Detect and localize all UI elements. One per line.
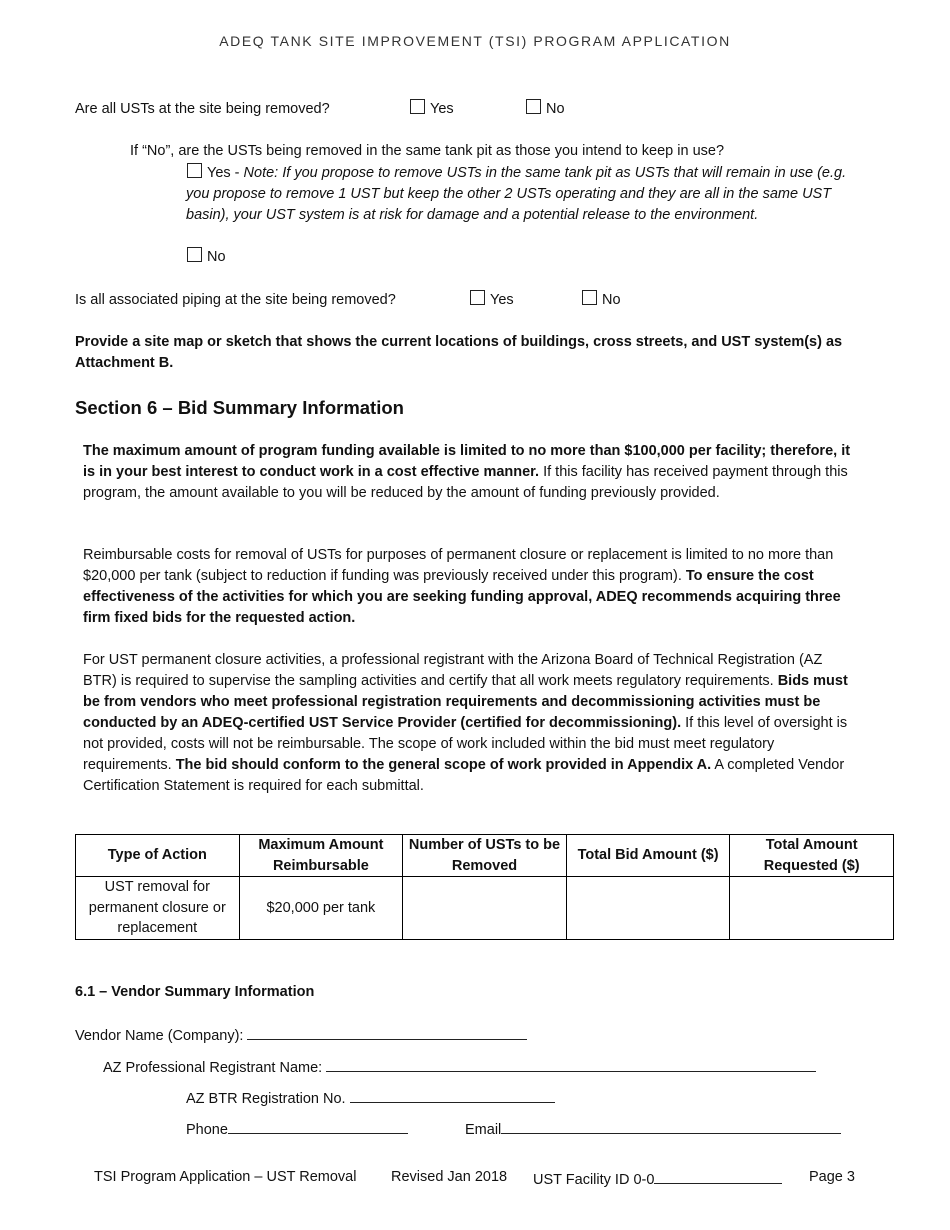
closure-text-a: For UST permanent closure activities, a professional registrant with the Arizona Board of Technical Registration (AZ BTR) is required to supervise the sampling activities and certify that all work meets regulatory requirements. — [83, 652, 823, 689]
header-number-of-usts: Number of USTs to be Removed — [403, 835, 567, 877]
note-separator: - — [230, 165, 244, 181]
funding-paragraph — [83, 441, 853, 504]
piping-no-label: No — [602, 292, 621, 308]
same-pit-yes-checkbox[interactable] — [187, 163, 202, 178]
closure-text-e: A completed Vendor Certification Statement is required for each submittal. — [83, 757, 845, 794]
phone-field[interactable] — [228, 1119, 408, 1134]
reimbursable-paragraph-bold: To ensure the cost effectiveness of the activities for which you are seeking funding approval, ADEQ recommends acquiring three firm fixed bids for the requested action. — [83, 568, 841, 626]
registrant-label: AZ Professional Registrant Name: — [103, 1060, 323, 1076]
page-header: ADEQ TANK SITE IMPROVEMENT (TSI) PROGRAM APPLICATION — [219, 33, 731, 49]
cell-max-amount: $20,000 per tank — [239, 877, 403, 940]
question-all-usts-removed: Are all USTs at the site being removed? — [75, 101, 330, 117]
same-pit-yes-label: Yes — [207, 165, 231, 181]
email-field[interactable] — [501, 1119, 841, 1134]
piping-no-checkbox[interactable] — [582, 290, 597, 305]
phone-label: Phone — [186, 1122, 228, 1138]
email-label: Email — [465, 1122, 502, 1138]
funding-paragraph-rest: If this facility has received payment through this program, the amount available to you will be reduced by the amount of funding previously provided. — [83, 464, 848, 501]
table-header-row — [76, 835, 894, 877]
table-row — [76, 877, 894, 940]
closure-paragraph — [83, 650, 853, 797]
btr-label: AZ BTR Registration No. — [186, 1091, 346, 1107]
removed-yes-checkbox[interactable] — [410, 99, 425, 114]
note-line-2: you propose to remove 1 UST but keep the other 2 USTs operating and they are all in the same UST — [186, 186, 832, 202]
question-same-tank-pit: If “No”, are the USTs being removed in the same tank pit as those you intend to keep in use? — [130, 143, 725, 159]
bid-summary-table — [75, 834, 894, 940]
cell-total-requested[interactable] — [730, 877, 894, 940]
vendor-name-row — [75, 1025, 527, 1044]
cell-number-of-usts[interactable] — [403, 877, 567, 940]
vendor-name-label: Vendor Name (Company): — [75, 1028, 244, 1044]
header-total-requested: Total Amount Requested ($) — [730, 835, 894, 877]
registrant-row — [103, 1057, 816, 1076]
header-total-bid: Total Bid Amount ($) — [566, 835, 730, 877]
removed-no-checkbox[interactable] — [526, 99, 541, 114]
footer-revised: Revised Jan 2018 — [391, 1169, 508, 1185]
note-line-1: Note: If you propose to remove USTs in the same tank pit as USTs that will remain in use (e.g. — [243, 165, 847, 181]
removed-no-label: No — [546, 101, 565, 117]
footer-facility-id — [533, 1169, 782, 1188]
vendor-name-field[interactable] — [247, 1025, 527, 1040]
note-line-3: basin), your UST system is at risk for damage and a potential release to the environment. — [186, 207, 759, 223]
email-row — [465, 1119, 841, 1138]
footer-facility-label: UST Facility ID 0-0 — [533, 1172, 655, 1188]
header-max-amount: Maximum Amount Reimbursable — [239, 835, 403, 877]
vendor-summary-title: 6.1 – Vendor Summary Information — [75, 984, 315, 1000]
funding-paragraph-bold: The maximum amount of program funding available is limited to no more than $100,000 per facility; therefore, it is in your best interest to conduct work in a cost effective manner. — [83, 443, 851, 480]
facility-id-field[interactable] — [654, 1169, 782, 1184]
site-map-instruction-line-2: Attachment B. — [75, 355, 174, 371]
reimbursable-paragraph — [83, 545, 853, 629]
question-piping-removed: Is all associated piping at the site being removed? — [75, 292, 396, 308]
same-pit-yes-line — [207, 165, 846, 181]
header-type-of-action: Type of Action — [76, 835, 240, 877]
closure-text-d: The bid should conform to the general scope of work provided in Appendix A. — [175, 757, 712, 773]
reimbursable-paragraph-text: Reimbursable costs for removal of USTs for purposes of permanent closure or replacement is limited to no more than $20,000 per tank (subject to reduction if funding was previously received under this program). — [83, 547, 834, 584]
same-pit-no-checkbox[interactable] — [187, 247, 202, 262]
footer-page-number: Page 3 — [809, 1169, 855, 1185]
cell-type-of-action: UST removal for permanent closure or replacement — [76, 877, 240, 940]
site-map-instruction-line-1: Provide a site map or sketch that shows the current locations of buildings, cross streets, and UST system(s) as — [75, 334, 843, 350]
same-pit-no-label: No — [207, 249, 226, 265]
footer-doc-title: TSI Program Application – UST Removal — [94, 1169, 357, 1185]
section-6-title: Section 6 – Bid Summary Information — [75, 397, 404, 418]
cell-total-bid[interactable] — [566, 877, 730, 940]
btr-registration-field[interactable] — [350, 1088, 555, 1103]
piping-yes-checkbox[interactable] — [470, 290, 485, 305]
removed-yes-label: Yes — [430, 101, 454, 117]
closure-text-c: If this level of oversight is not provided, costs will not be reimbursable. The scope of work included within the bid must meet regulatory requirements. — [83, 715, 848, 773]
phone-row — [186, 1119, 408, 1138]
registrant-name-field[interactable] — [326, 1057, 816, 1072]
btr-row — [186, 1088, 555, 1107]
piping-yes-label: Yes — [490, 292, 514, 308]
closure-text-b: Bids must be from vendors who meet professional registration requirements and decommissioning activities must be conducted by an ADEQ-certified UST Service Provider (certified for decommissioning). — [83, 673, 848, 731]
